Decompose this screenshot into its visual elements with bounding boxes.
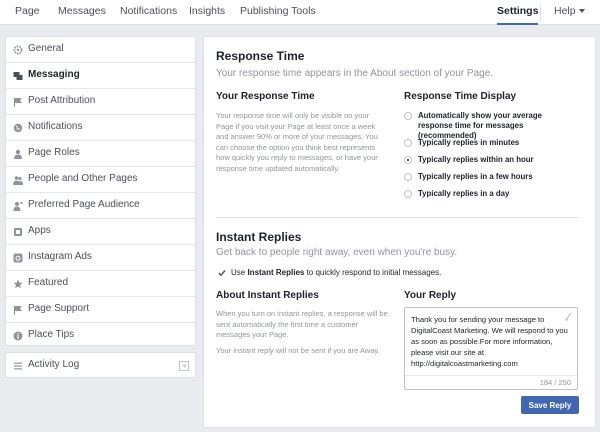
sidebar-item-label: Messaging bbox=[28, 69, 80, 80]
people-icon bbox=[13, 175, 23, 185]
apps-icon bbox=[13, 227, 23, 237]
radio-label: Automatically show your average response time for messages (recommended) bbox=[418, 111, 542, 140]
instant-replies-checkbox-label bbox=[231, 268, 441, 277]
radio-button[interactable] bbox=[404, 112, 412, 120]
radio-button-selected[interactable] bbox=[404, 156, 412, 164]
sidebar-item-messaging[interactable] bbox=[6, 63, 195, 89]
gear-icon bbox=[13, 45, 23, 55]
radio-label: Typically replies in minutes bbox=[418, 138, 520, 147]
settings-sidebar bbox=[5, 36, 196, 346]
globe-icon bbox=[13, 123, 23, 133]
radio-button[interactable] bbox=[404, 173, 412, 181]
instagram-icon bbox=[13, 253, 23, 263]
sidebar-item-general[interactable] bbox=[6, 37, 195, 63]
tab-messages[interactable]: Messages bbox=[58, 5, 106, 17]
tab-notifications[interactable]: Notifications bbox=[120, 5, 178, 17]
sidebar-item-label: Notifications bbox=[28, 121, 83, 132]
sidebar-item-label: Apps bbox=[28, 225, 51, 236]
sidebar-item-preferred-page-audience[interactable] bbox=[6, 193, 195, 219]
sidebar-item-page-support[interactable] bbox=[6, 297, 195, 323]
character-count: 184 / 250 bbox=[405, 375, 577, 389]
instant-replies-title: Instant Replies bbox=[216, 230, 302, 244]
help-menu[interactable] bbox=[554, 0, 585, 25]
response-time-title: Response Time bbox=[216, 49, 305, 63]
sidebar-item-label: Instagram Ads bbox=[28, 251, 92, 262]
sidebar-item-featured[interactable] bbox=[6, 271, 195, 297]
check-text-prefix: Use bbox=[231, 268, 248, 277]
section-divider bbox=[216, 217, 578, 218]
settings-content bbox=[203, 36, 596, 428]
sidebar-item-instagram-ads[interactable] bbox=[6, 245, 195, 271]
personalize-icon[interactable] bbox=[564, 312, 573, 321]
radio-label: Typically replies in a day bbox=[418, 189, 510, 198]
message-icon bbox=[13, 71, 23, 81]
chevron-down-icon bbox=[579, 9, 585, 13]
sidebar-item-page-roles[interactable] bbox=[6, 141, 195, 167]
tab-settings[interactable]: Settings bbox=[497, 0, 538, 25]
tab-page[interactable]: Page bbox=[15, 5, 40, 17]
list-icon bbox=[13, 361, 23, 371]
your-response-time-heading: Your Response Time bbox=[216, 91, 315, 102]
sidebar-item-label: Page Support bbox=[28, 303, 90, 314]
radio-label: Typically replies within an hour bbox=[418, 155, 534, 164]
response-time-subtitle: Your response time appears in the About section of your Page. bbox=[216, 68, 494, 79]
radio-label: Typically replies in a few hours bbox=[418, 172, 533, 181]
radio-button[interactable] bbox=[404, 190, 412, 198]
sidebar-item-people-and-other-pages[interactable] bbox=[6, 167, 195, 193]
sidebar-item-activity-log[interactable] bbox=[5, 352, 196, 378]
away-notice-text: Your instant reply will not be sent if you are Away. bbox=[216, 346, 380, 355]
info-icon bbox=[13, 331, 23, 341]
check-text-suffix: to quickly respond to initial messages. bbox=[304, 268, 442, 277]
nav-separator bbox=[540, 4, 541, 21]
sidebar-item-notifications[interactable] bbox=[6, 115, 195, 141]
person-icon bbox=[13, 149, 23, 159]
sidebar-item-label: People and Other Pages bbox=[28, 173, 138, 184]
sidebar-item-label: Preferred Page Audience bbox=[28, 199, 140, 210]
reply-text: Thank you for sending your message to DigitalCoast Marketing. We will respond to you as soon as possible.For more information, please visit our site at http://digitalcoastmarketing.com bbox=[411, 315, 568, 368]
flag-icon bbox=[13, 97, 23, 107]
sidebar-item-label: Featured bbox=[28, 277, 69, 288]
radio-button[interactable] bbox=[404, 139, 412, 147]
reply-textarea[interactable] bbox=[404, 307, 578, 390]
top-navigation bbox=[0, 0, 600, 25]
sidebar-item-post-attribution[interactable] bbox=[6, 89, 195, 115]
sidebar-item-place-tips[interactable] bbox=[6, 323, 195, 349]
about-instant-replies-heading: About Instant Replies bbox=[216, 290, 319, 301]
save-reply-button[interactable]: Save Reply bbox=[521, 396, 579, 414]
check-text-bold: Instant Replies bbox=[247, 268, 305, 277]
sidebar-item-label: Activity Log bbox=[28, 359, 80, 370]
tab-publishing-tools[interactable]: Publishing Tools bbox=[240, 5, 316, 17]
sidebar-item-label: Post Attribution bbox=[28, 95, 96, 106]
sidebar-item-label: Page Roles bbox=[28, 147, 80, 158]
your-reply-heading: Your Reply bbox=[404, 290, 457, 301]
flag-icon bbox=[13, 305, 23, 315]
tab-insights[interactable]: Insights bbox=[189, 5, 226, 17]
audience-icon bbox=[13, 201, 23, 211]
external-link-icon bbox=[179, 361, 189, 371]
instant-replies-checkbox[interactable] bbox=[218, 269, 226, 277]
sidebar-item-label: Place Tips bbox=[28, 329, 75, 340]
instant-replies-subtitle: Get back to people right away, even when you're busy. bbox=[216, 247, 458, 258]
sidebar-item-label: General bbox=[28, 43, 64, 54]
sidebar-item-apps[interactable] bbox=[6, 219, 195, 245]
about-instant-replies-text: When you turn on instant replies, a response will be sent automatically the first time a customer messages your Page. bbox=[216, 309, 388, 339]
help-label: Help bbox=[554, 5, 576, 17]
response-time-display-heading: Response Time Display bbox=[404, 91, 517, 102]
star-icon bbox=[13, 279, 23, 289]
your-response-time-text: Your response time will only be visible on your Page if you visit your Page at least once a week and answer 90% or more of your messages. You can choose the option you think best represents how quickly you reply to messages, or have your response time updated automatically. bbox=[216, 111, 378, 173]
